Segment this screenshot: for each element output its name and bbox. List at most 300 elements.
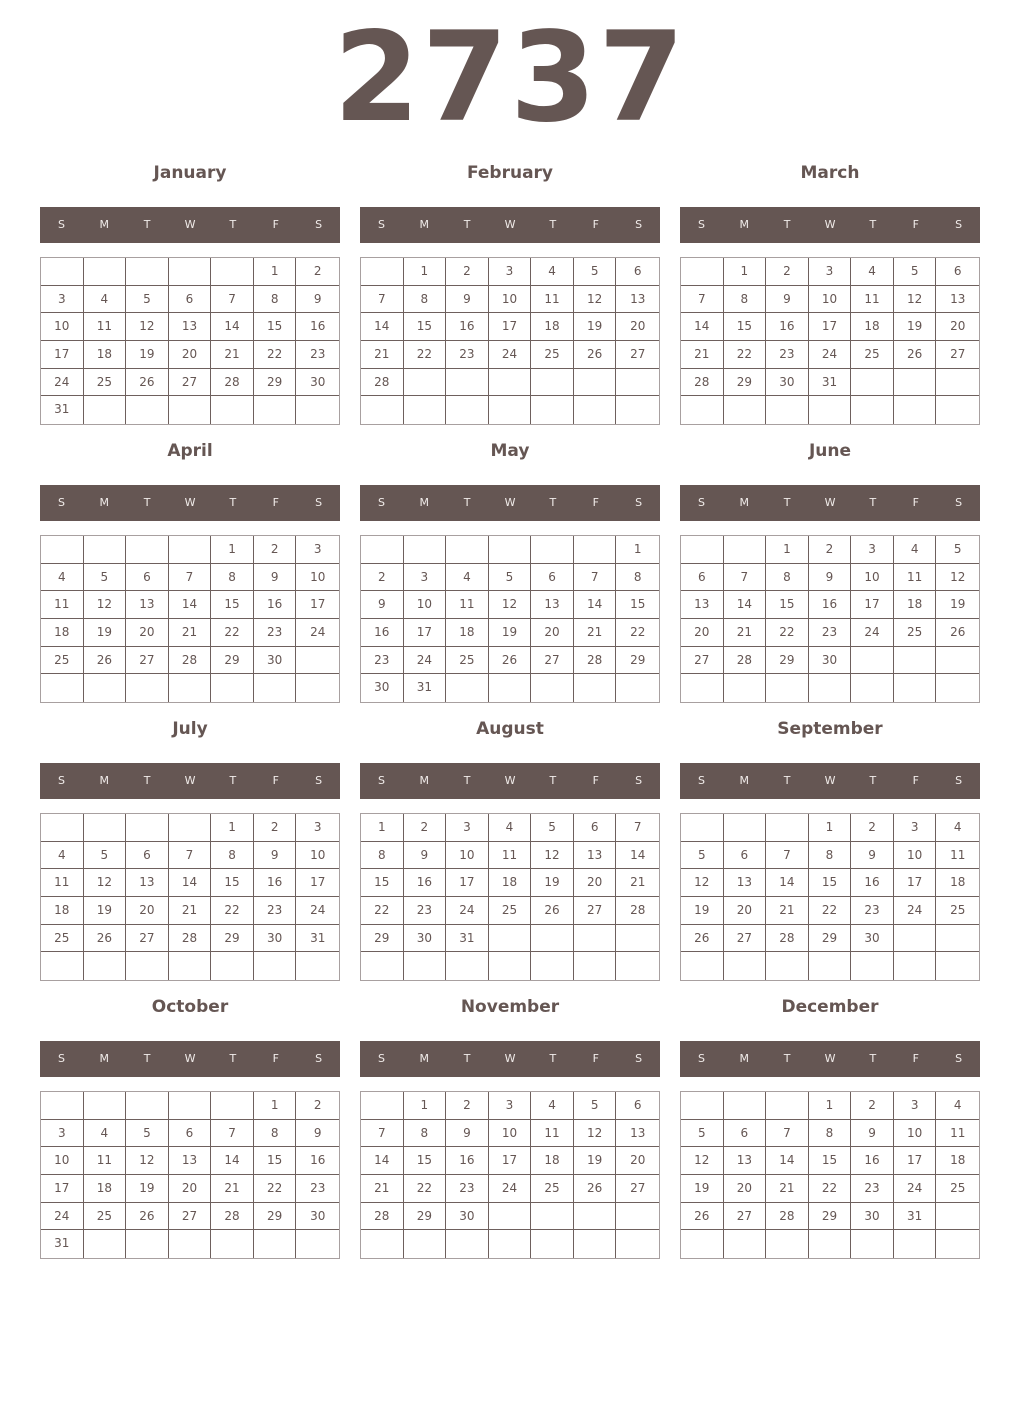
day-cell: 6 xyxy=(724,1120,767,1148)
day-cell xyxy=(84,674,127,702)
day-cell xyxy=(361,396,404,424)
day-cell: 25 xyxy=(531,1175,574,1203)
day-cell: 5 xyxy=(574,1092,617,1120)
weekday-label: T xyxy=(549,1052,557,1065)
weekday-label: S xyxy=(57,774,65,787)
day-cell xyxy=(404,952,447,980)
day-cell: 3 xyxy=(41,286,84,314)
day-cell xyxy=(894,952,937,980)
day-cell xyxy=(936,1203,979,1231)
day-cell: 25 xyxy=(531,341,574,369)
day-cell: 4 xyxy=(84,1120,127,1148)
weekday-label: S xyxy=(955,496,963,509)
day-cell: 11 xyxy=(41,869,84,897)
day-cell xyxy=(766,952,809,980)
day-cell xyxy=(169,952,212,980)
day-cell: 17 xyxy=(809,313,852,341)
weekday-label: T xyxy=(549,774,557,787)
day-cell: 20 xyxy=(616,313,659,341)
day-cell: 10 xyxy=(894,842,937,870)
day-cell: 18 xyxy=(531,1147,574,1175)
weekday-label: T xyxy=(783,218,791,231)
day-cell: 13 xyxy=(126,869,169,897)
day-cell: 3 xyxy=(809,258,852,286)
day-cell: 6 xyxy=(574,814,617,842)
day-cell: 14 xyxy=(361,1147,404,1175)
day-cell: 7 xyxy=(724,564,767,592)
day-cell xyxy=(936,674,979,702)
day-cell: 26 xyxy=(681,925,724,953)
day-cell: 15 xyxy=(254,1147,297,1175)
day-cell: 13 xyxy=(724,869,767,897)
weekday-label: M xyxy=(739,218,750,231)
weekday-label: T xyxy=(229,1052,237,1065)
weekday-label: M xyxy=(419,774,430,787)
day-cell: 11 xyxy=(894,564,937,592)
day-cell: 30 xyxy=(254,647,297,675)
day-cell: 1 xyxy=(724,258,767,286)
day-cell: 14 xyxy=(169,869,212,897)
weekday-label: S xyxy=(697,1052,705,1065)
day-cell: 12 xyxy=(84,869,127,897)
day-cell xyxy=(41,814,84,842)
weekday-header xyxy=(360,207,660,243)
day-cell: 14 xyxy=(574,591,617,619)
weekday-label: W xyxy=(184,218,196,231)
day-cell: 21 xyxy=(766,1175,809,1203)
day-cell: 18 xyxy=(936,869,979,897)
day-cell: 9 xyxy=(254,842,297,870)
day-cell xyxy=(766,1092,809,1120)
day-cell: 7 xyxy=(681,286,724,314)
year-title: 2737 xyxy=(333,6,687,150)
month-title: October xyxy=(151,997,229,1017)
day-cell: 31 xyxy=(41,396,84,424)
day-cell xyxy=(616,925,659,953)
day-cell xyxy=(41,1092,84,1120)
weekday-label: W xyxy=(824,218,836,231)
weekday-label: T xyxy=(869,218,877,231)
day-cell xyxy=(681,952,724,980)
day-cell: 12 xyxy=(531,842,574,870)
day-cell: 24 xyxy=(41,369,84,397)
day-cell: 20 xyxy=(936,313,979,341)
day-cell: 18 xyxy=(489,869,532,897)
day-cell: 3 xyxy=(404,564,447,592)
day-cell: 17 xyxy=(489,1147,532,1175)
day-cell: 21 xyxy=(211,341,254,369)
day-cell xyxy=(894,369,937,397)
day-grid xyxy=(40,1091,340,1259)
day-cell: 29 xyxy=(361,925,404,953)
weekday-label: S xyxy=(635,774,643,787)
day-cell xyxy=(936,369,979,397)
weekday-label: W xyxy=(184,1052,196,1065)
day-cell: 21 xyxy=(361,1175,404,1203)
day-cell: 29 xyxy=(254,1203,297,1231)
day-cell: 16 xyxy=(446,313,489,341)
day-cell: 31 xyxy=(446,925,489,953)
day-cell: 11 xyxy=(531,1120,574,1148)
day-cell xyxy=(616,952,659,980)
weekday-header xyxy=(680,207,980,243)
day-cell: 31 xyxy=(404,674,447,702)
day-cell xyxy=(531,952,574,980)
day-cell: 8 xyxy=(404,1120,447,1148)
day-cell: 1 xyxy=(809,814,852,842)
day-cell xyxy=(531,674,574,702)
day-cell xyxy=(894,396,937,424)
day-cell: 27 xyxy=(126,925,169,953)
day-cell xyxy=(531,1203,574,1231)
day-cell: 1 xyxy=(404,258,447,286)
day-cell: 2 xyxy=(254,536,297,564)
day-cell: 12 xyxy=(84,591,127,619)
day-cell: 23 xyxy=(809,619,852,647)
day-cell xyxy=(126,674,169,702)
day-cell: 19 xyxy=(574,313,617,341)
day-cell: 28 xyxy=(766,925,809,953)
day-cell: 9 xyxy=(766,286,809,314)
weekday-header xyxy=(40,763,340,799)
day-cell xyxy=(766,396,809,424)
day-cell: 23 xyxy=(766,341,809,369)
day-cell xyxy=(126,258,169,286)
day-cell: 22 xyxy=(616,619,659,647)
day-cell: 4 xyxy=(489,814,532,842)
day-cell xyxy=(531,536,574,564)
weekday-label: S xyxy=(635,496,643,509)
day-cell: 15 xyxy=(404,1147,447,1175)
day-cell xyxy=(851,674,894,702)
weekday-label: W xyxy=(184,774,196,787)
day-cell: 2 xyxy=(446,1092,489,1120)
day-cell: 9 xyxy=(361,591,404,619)
day-cell xyxy=(574,369,617,397)
day-cell: 13 xyxy=(574,842,617,870)
day-cell: 30 xyxy=(809,647,852,675)
day-cell: 24 xyxy=(296,619,339,647)
day-cell xyxy=(446,396,489,424)
day-cell xyxy=(254,674,297,702)
day-cell: 27 xyxy=(724,925,767,953)
day-cell xyxy=(41,952,84,980)
day-cell xyxy=(404,1230,447,1258)
day-cell: 16 xyxy=(851,1147,894,1175)
day-grid xyxy=(680,1091,980,1259)
day-cell: 23 xyxy=(446,341,489,369)
day-cell: 26 xyxy=(574,1175,617,1203)
day-cell: 8 xyxy=(254,1120,297,1148)
day-cell: 7 xyxy=(574,564,617,592)
day-cell: 19 xyxy=(489,619,532,647)
day-cell: 15 xyxy=(616,591,659,619)
day-cell: 6 xyxy=(724,842,767,870)
day-cell: 23 xyxy=(296,1175,339,1203)
weekday-label: T xyxy=(143,774,151,787)
day-cell: 16 xyxy=(404,869,447,897)
day-cell: 16 xyxy=(446,1147,489,1175)
day-cell: 6 xyxy=(126,842,169,870)
day-cell: 8 xyxy=(361,842,404,870)
day-cell xyxy=(254,1230,297,1258)
day-cell xyxy=(851,369,894,397)
day-cell: 6 xyxy=(169,1120,212,1148)
day-cell: 10 xyxy=(489,286,532,314)
day-cell: 4 xyxy=(531,258,574,286)
day-cell: 28 xyxy=(766,1203,809,1231)
day-cell: 15 xyxy=(254,313,297,341)
day-cell: 29 xyxy=(211,925,254,953)
weekday-label: S xyxy=(635,218,643,231)
day-cell: 9 xyxy=(851,842,894,870)
day-cell: 3 xyxy=(851,536,894,564)
day-cell: 14 xyxy=(681,313,724,341)
day-cell: 13 xyxy=(616,286,659,314)
day-cell: 28 xyxy=(616,897,659,925)
month-title: March xyxy=(800,163,860,183)
weekday-label: T xyxy=(463,496,471,509)
day-cell: 25 xyxy=(489,897,532,925)
day-cell: 27 xyxy=(169,1203,212,1231)
day-cell: 9 xyxy=(851,1120,894,1148)
day-cell xyxy=(169,396,212,424)
day-cell xyxy=(84,814,127,842)
day-cell xyxy=(489,1203,532,1231)
day-cell: 25 xyxy=(84,369,127,397)
day-cell: 2 xyxy=(296,1092,339,1120)
day-cell: 17 xyxy=(894,869,937,897)
day-cell xyxy=(809,1230,852,1258)
weekday-label: T xyxy=(229,774,237,787)
day-cell: 12 xyxy=(126,313,169,341)
weekday-label: F xyxy=(272,218,279,231)
day-cell: 23 xyxy=(446,1175,489,1203)
day-cell: 7 xyxy=(361,1120,404,1148)
day-cell: 1 xyxy=(766,536,809,564)
day-cell xyxy=(681,814,724,842)
day-cell xyxy=(851,1230,894,1258)
day-cell xyxy=(211,1230,254,1258)
day-cell xyxy=(126,1230,169,1258)
day-cell: 22 xyxy=(211,897,254,925)
day-cell: 3 xyxy=(446,814,489,842)
weekday-label: W xyxy=(184,496,196,509)
day-cell: 30 xyxy=(851,925,894,953)
day-cell: 11 xyxy=(851,286,894,314)
day-cell xyxy=(574,536,617,564)
day-cell xyxy=(211,1092,254,1120)
day-cell: 24 xyxy=(851,619,894,647)
day-cell: 29 xyxy=(809,1203,852,1231)
day-cell: 31 xyxy=(296,925,339,953)
day-cell xyxy=(724,1092,767,1120)
weekday-label: S xyxy=(955,1052,963,1065)
day-cell xyxy=(936,925,979,953)
weekday-label: M xyxy=(739,1052,750,1065)
day-cell: 4 xyxy=(936,814,979,842)
weekday-label: F xyxy=(592,774,599,787)
day-cell: 21 xyxy=(211,1175,254,1203)
day-cell: 13 xyxy=(724,1147,767,1175)
day-cell: 3 xyxy=(489,258,532,286)
day-cell: 25 xyxy=(84,1203,127,1231)
month-title: April xyxy=(167,441,213,461)
day-cell xyxy=(851,396,894,424)
day-cell xyxy=(126,1092,169,1120)
day-cell: 29 xyxy=(254,369,297,397)
day-cell: 30 xyxy=(254,925,297,953)
weekday-label: T xyxy=(549,496,557,509)
day-cell: 22 xyxy=(254,341,297,369)
day-cell: 12 xyxy=(126,1147,169,1175)
day-cell: 13 xyxy=(126,591,169,619)
day-cell: 10 xyxy=(296,564,339,592)
day-cell: 20 xyxy=(616,1147,659,1175)
day-cell: 17 xyxy=(489,313,532,341)
day-cell: 23 xyxy=(851,1175,894,1203)
day-grid xyxy=(40,813,340,981)
day-cell: 21 xyxy=(766,897,809,925)
day-cell: 18 xyxy=(446,619,489,647)
day-cell xyxy=(126,396,169,424)
weekday-label: T xyxy=(549,218,557,231)
day-cell: 8 xyxy=(766,564,809,592)
day-cell xyxy=(851,952,894,980)
day-cell: 30 xyxy=(361,674,404,702)
day-cell: 19 xyxy=(84,619,127,647)
day-cell xyxy=(41,258,84,286)
weekday-label: M xyxy=(739,774,750,787)
day-cell: 28 xyxy=(211,369,254,397)
weekday-label: M xyxy=(99,774,110,787)
day-cell: 26 xyxy=(531,897,574,925)
day-cell: 29 xyxy=(766,647,809,675)
day-cell xyxy=(894,674,937,702)
day-cell: 1 xyxy=(404,1092,447,1120)
day-cell: 2 xyxy=(361,564,404,592)
day-cell: 31 xyxy=(894,1203,937,1231)
day-cell: 28 xyxy=(681,369,724,397)
weekday-label: T xyxy=(869,774,877,787)
day-cell: 8 xyxy=(404,286,447,314)
day-cell xyxy=(489,925,532,953)
day-cell: 1 xyxy=(211,536,254,564)
day-cell: 24 xyxy=(894,1175,937,1203)
day-cell xyxy=(84,952,127,980)
day-grid xyxy=(680,813,980,981)
day-cell xyxy=(616,396,659,424)
day-cell xyxy=(809,396,852,424)
weekday-label: S xyxy=(377,218,385,231)
weekday-label: T xyxy=(463,1052,471,1065)
day-cell xyxy=(894,647,937,675)
day-cell xyxy=(169,814,212,842)
weekday-label: T xyxy=(463,218,471,231)
weekday-label: M xyxy=(99,1052,110,1065)
day-cell: 27 xyxy=(616,341,659,369)
day-cell xyxy=(851,647,894,675)
day-cell: 30 xyxy=(404,925,447,953)
day-cell: 30 xyxy=(851,1203,894,1231)
day-cell: 3 xyxy=(489,1092,532,1120)
day-cell: 29 xyxy=(211,647,254,675)
day-cell: 12 xyxy=(489,591,532,619)
day-cell: 15 xyxy=(211,869,254,897)
weekday-label: F xyxy=(912,774,919,787)
day-cell: 16 xyxy=(361,619,404,647)
day-cell xyxy=(616,1230,659,1258)
day-cell: 22 xyxy=(766,619,809,647)
day-cell xyxy=(681,396,724,424)
day-cell: 23 xyxy=(254,619,297,647)
weekday-label: S xyxy=(57,496,65,509)
day-cell xyxy=(724,674,767,702)
day-cell: 5 xyxy=(894,258,937,286)
day-cell: 27 xyxy=(936,341,979,369)
month-title: February xyxy=(466,163,554,183)
day-cell xyxy=(126,536,169,564)
day-cell: 7 xyxy=(169,842,212,870)
day-cell: 12 xyxy=(936,564,979,592)
weekday-label: T xyxy=(783,1052,791,1065)
weekday-label: T xyxy=(229,218,237,231)
day-cell xyxy=(361,1230,404,1258)
day-cell: 24 xyxy=(489,341,532,369)
weekday-label: T xyxy=(783,774,791,787)
day-cell: 18 xyxy=(41,619,84,647)
day-cell: 26 xyxy=(126,369,169,397)
weekday-label: F xyxy=(912,1052,919,1065)
day-cell: 6 xyxy=(936,258,979,286)
day-cell: 4 xyxy=(894,536,937,564)
day-cell: 10 xyxy=(296,842,339,870)
day-cell: 1 xyxy=(254,258,297,286)
day-cell xyxy=(574,674,617,702)
day-cell: 18 xyxy=(936,1147,979,1175)
day-cell: 9 xyxy=(296,1120,339,1148)
day-cell: 8 xyxy=(616,564,659,592)
day-cell: 21 xyxy=(169,619,212,647)
day-cell: 3 xyxy=(41,1120,84,1148)
day-cell: 14 xyxy=(211,1147,254,1175)
day-cell xyxy=(809,952,852,980)
day-cell: 18 xyxy=(41,897,84,925)
day-cell xyxy=(724,396,767,424)
day-cell xyxy=(254,952,297,980)
day-cell xyxy=(681,536,724,564)
day-cell: 18 xyxy=(84,341,127,369)
day-cell: 10 xyxy=(894,1120,937,1148)
weekday-label: S xyxy=(315,218,323,231)
day-cell: 22 xyxy=(404,341,447,369)
weekday-label: T xyxy=(783,496,791,509)
day-cell xyxy=(361,258,404,286)
day-cell xyxy=(84,396,127,424)
day-cell xyxy=(446,536,489,564)
day-cell: 9 xyxy=(296,286,339,314)
day-cell: 8 xyxy=(211,842,254,870)
day-cell: 7 xyxy=(766,1120,809,1148)
day-cell: 21 xyxy=(724,619,767,647)
day-cell xyxy=(894,925,937,953)
day-cell xyxy=(724,814,767,842)
weekday-label: S xyxy=(635,1052,643,1065)
day-cell: 25 xyxy=(41,925,84,953)
weekday-label: S xyxy=(955,218,963,231)
weekday-label: T xyxy=(143,218,151,231)
weekday-label: F xyxy=(272,1052,279,1065)
